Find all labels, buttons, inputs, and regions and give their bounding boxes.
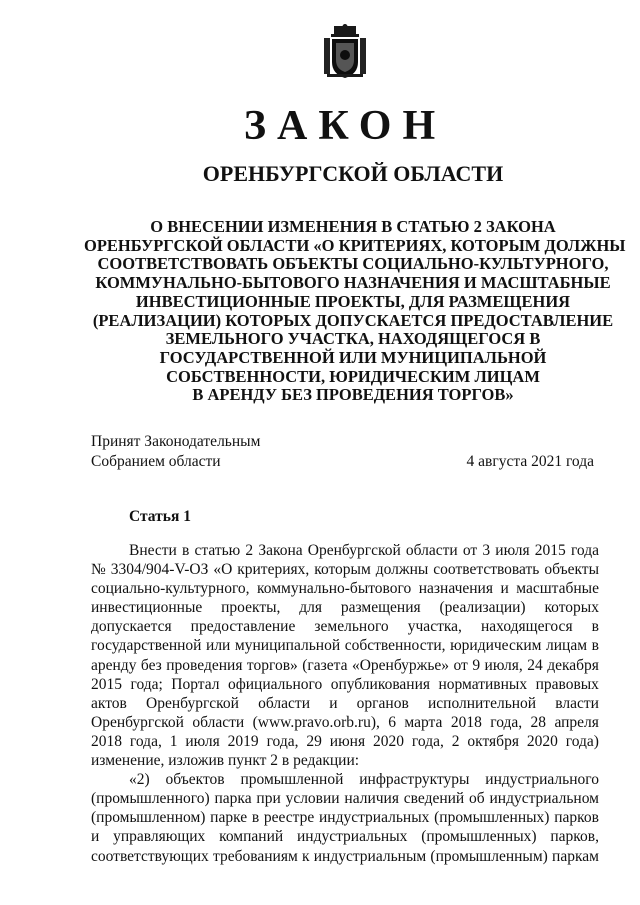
word: 6	[388, 713, 397, 731]
word: социально-культурного,	[91, 580, 250, 598]
adoption-info	[91, 432, 260, 472]
word: 2	[245, 542, 254, 559]
word: Оренбургской	[307, 542, 401, 559]
word: июня	[329, 732, 366, 750]
word: к	[301, 847, 310, 865]
word: соответствующих	[91, 847, 209, 865]
coat-of-arms-icon	[323, 24, 367, 80]
law-name-line: ОРЕНБУРГСКОЙ ОБЛАСТИ «О КРИТЕРИЯХ, КОТОРЫМ ДОЛЖНЫ	[84, 235, 626, 255]
law-name-line: ЗЕМЕЛЬНОГО УЧАСТКА, НАХОДЯЩЕГОСЯ В	[165, 329, 541, 349]
word: размещения	[340, 599, 421, 617]
word: соответствовать	[433, 561, 540, 579]
law-title: ЗАКОН	[243, 103, 447, 149]
word: и	[91, 828, 100, 846]
body-line	[91, 560, 599, 579]
word: парке	[210, 809, 248, 827]
word: муниципальной	[234, 637, 341, 655]
word: индустриальных	[318, 809, 430, 827]
word: объектов	[165, 771, 225, 789]
word: официального	[227, 675, 323, 693]
word: области	[192, 713, 245, 731]
word: аренду	[91, 656, 137, 674]
word: без	[140, 656, 162, 674]
word: должны	[375, 561, 429, 579]
word: индустриальных	[296, 828, 408, 846]
word: (www.pravo.orb.ru),	[252, 713, 380, 731]
word: парка	[214, 790, 252, 808]
word: Оренбургской	[91, 713, 184, 731]
body-line: изменение, изложив пункт 2 в редакции:	[91, 752, 360, 770]
word: лицам	[546, 637, 588, 655]
word: 3304/904-V-ОЗ	[110, 561, 209, 579]
word: области	[405, 542, 458, 559]
word: государственной	[91, 637, 202, 655]
word: Закона	[258, 542, 303, 559]
body-line	[91, 847, 599, 866]
word: парков,	[550, 828, 599, 846]
body-line	[91, 598, 599, 617]
word: года,	[411, 732, 444, 750]
word: Оренбургской	[146, 694, 239, 712]
body-line	[91, 656, 599, 675]
word: актов	[91, 694, 127, 712]
body-line	[91, 713, 599, 732]
word: критериях,	[237, 561, 310, 579]
word: сведений	[403, 790, 465, 808]
word: участка,	[407, 618, 462, 636]
law-name-line: О ВНЕСЕНИИ ИЗМЕНЕНИЯ В СТАТЬЮ 2 ЗАКОНА	[150, 217, 556, 236]
word: проведения	[166, 656, 243, 674]
word: индустриальном	[489, 790, 599, 808]
body-line	[91, 789, 599, 808]
word: июля,	[484, 656, 523, 674]
word: декабря	[547, 656, 599, 674]
word: (промышленном)	[91, 809, 206, 827]
word: 28	[530, 713, 547, 731]
word: земельного	[314, 618, 389, 636]
word: парков	[554, 809, 599, 827]
word: проекты,	[221, 599, 281, 617]
word: исполнительной	[427, 694, 537, 712]
word: года	[570, 542, 599, 559]
word: «О	[213, 561, 233, 579]
word: марта	[404, 713, 443, 731]
word: инвестиционные	[91, 599, 203, 617]
word: апреля	[554, 713, 599, 731]
word: предоставление	[190, 618, 296, 636]
word: и	[500, 580, 509, 598]
word: управляющих	[113, 828, 206, 846]
word: назначения	[418, 580, 493, 598]
word: 2019	[227, 732, 259, 750]
law-name-line: ГОСУДАРСТВЕННОЙ ИЛИ МУНИЦИПАЛЬНОЙ	[159, 347, 547, 367]
word: которых	[544, 599, 599, 617]
word: 29	[306, 732, 322, 750]
body-line	[91, 732, 599, 751]
word: индустриальным	[313, 847, 427, 865]
word: 2	[451, 732, 460, 750]
word: юридическим	[450, 637, 542, 655]
word: требованиям	[213, 847, 298, 865]
law-name-line: (РЕАЛИЗАЦИИ) КОТОРЫХ ДОПУСКАЕТСЯ ПРЕДОСТАВЛЕНИЕ	[92, 310, 614, 330]
word: (промышленных)	[434, 809, 550, 827]
word: инфраструктуры	[359, 771, 470, 789]
word: 2018	[450, 713, 482, 731]
word: 3	[482, 542, 491, 559]
word: паркам	[552, 847, 599, 865]
word: которым	[314, 561, 371, 579]
word: (реализации)	[439, 599, 526, 617]
adopted-by-line2: Собранием области	[91, 453, 221, 470]
law-name-line: КОММУНАЛЬНО-БЫТОВОГО НАЗНАЧЕНИЯ И МАСШТАБНЫЕ	[95, 273, 611, 293]
word: статью	[194, 542, 241, 559]
law-name-line: ИНВЕСТИЦИОННЫЕ ПРОЕКТЫ, ДЛЯ РАЗМЕЩЕНИЯ	[135, 291, 571, 311]
word: допускается	[91, 618, 172, 636]
word: 2015	[91, 675, 122, 693]
word: при	[256, 790, 281, 808]
word: 2015	[534, 542, 566, 559]
word: области	[258, 694, 310, 712]
body-line	[91, 808, 599, 827]
word: нормативных	[438, 675, 528, 693]
word: года,	[490, 713, 523, 731]
law-name-line: В АРЕНДУ БЕЗ ПРОВЕДЕНИЯ ТОРГОВ»	[192, 385, 514, 405]
law-name-line: СОБСТВЕННОСТИ, ЮРИДИЧЕСКИМ ЛИЦАМ	[166, 366, 540, 386]
body-line	[91, 827, 599, 846]
word: июля	[495, 542, 530, 559]
word: об	[469, 790, 485, 808]
adopted-by-line1: Принят Законодательным	[91, 433, 261, 450]
body-line	[91, 675, 599, 694]
word: года,	[266, 732, 299, 750]
word: «2)	[129, 771, 150, 789]
word: в	[591, 637, 599, 655]
word: (газета	[302, 656, 348, 674]
word: 2020	[373, 732, 405, 750]
word: (промышленного)	[91, 790, 210, 808]
word: 24	[527, 656, 543, 674]
word: опубликования	[330, 675, 431, 693]
word: 1	[169, 732, 178, 750]
word: года;	[130, 675, 163, 693]
word: от	[453, 656, 468, 674]
word: масштабные	[516, 580, 599, 598]
word: «Оренбуржье»	[351, 656, 450, 674]
adoption-date: 4 августа 2021 года	[466, 453, 594, 470]
body-line	[91, 770, 599, 789]
word: правовых	[535, 675, 599, 693]
word: и	[329, 694, 338, 712]
word: октября	[467, 732, 519, 750]
word: для	[299, 599, 323, 617]
word: 9	[472, 656, 481, 674]
word: промышленной	[240, 771, 344, 789]
word: года,	[129, 732, 162, 750]
word: индустриального	[485, 771, 599, 789]
word: 2020	[526, 732, 558, 750]
word: Портал	[171, 675, 220, 693]
word: органов	[356, 694, 409, 712]
body-line	[91, 636, 599, 655]
word: власти	[555, 694, 599, 712]
word: №	[91, 561, 106, 579]
body-line	[91, 579, 599, 598]
word: компаний	[219, 828, 284, 846]
word: Внести	[129, 542, 177, 559]
body-line	[91, 541, 599, 560]
law-name-heading	[84, 217, 626, 405]
word: собственности,	[344, 637, 446, 655]
body-line	[91, 617, 599, 636]
word: объекты	[544, 561, 599, 579]
word: июля	[185, 732, 220, 750]
word: в	[591, 618, 599, 636]
word: 2018	[91, 732, 122, 750]
word: (промышленных)	[421, 828, 537, 846]
word: находящегося	[480, 618, 573, 636]
word: или	[206, 637, 231, 655]
word: условии	[285, 790, 340, 808]
word: в	[251, 809, 260, 827]
body-line	[91, 694, 599, 713]
article-body	[91, 541, 599, 866]
word: от	[462, 542, 478, 559]
word: торгов»	[246, 656, 298, 674]
article-heading: Статья 1	[129, 508, 191, 525]
region-title: ОРЕНБУРГСКОЙ ОБЛАСТИ	[202, 161, 504, 186]
word: коммунально-бытового	[257, 580, 412, 598]
word: реестре	[263, 809, 315, 827]
word: (промышленным)	[430, 847, 548, 865]
word: года)	[565, 732, 599, 750]
law-name-line: СООТВЕТСТВОВАТЬ ОБЪЕКТЫ СОЦИАЛЬНО-КУЛЬТУРНОГО,	[97, 254, 609, 274]
word: в	[182, 542, 190, 559]
word: наличия	[344, 790, 399, 808]
